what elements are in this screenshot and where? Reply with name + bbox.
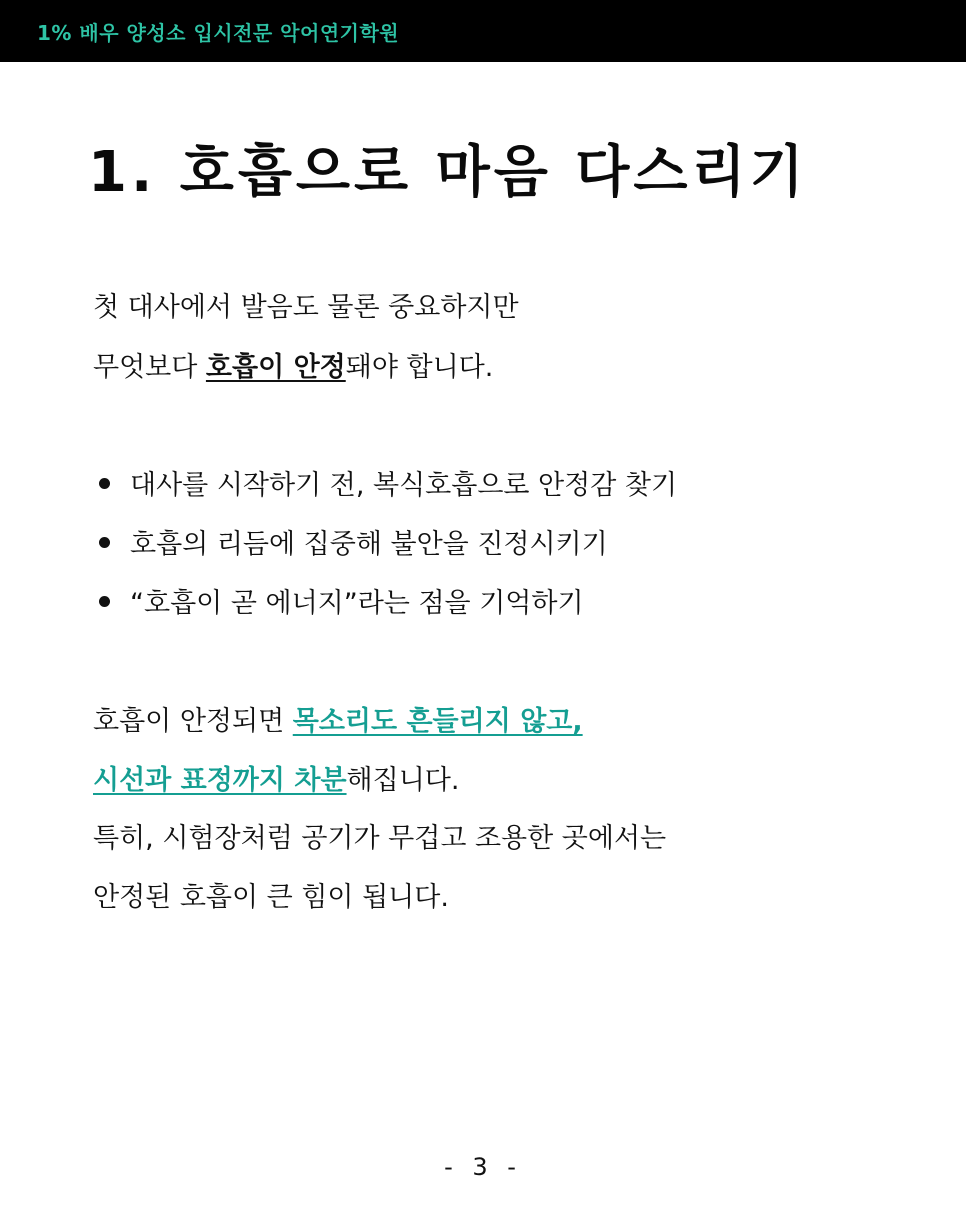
list-item — [93, 588, 584, 620]
list-item-text: 대사를 시작하기 전, 복식호흡으로 안정감 찾기 — [130, 470, 678, 501]
intro-text: 첫 대사에서 발음도 물론 중요하지만 — [93, 292, 519, 323]
outro-line-2 — [93, 765, 459, 797]
page-title: 1. 호흡으로 마음 다스리기 — [88, 140, 808, 205]
bullet-dot-icon — [99, 596, 110, 607]
outro-text-before: 호흡이 안정되면 — [93, 706, 293, 737]
outro-text-after: 해집니다. — [346, 765, 460, 796]
emphasis-breathing-stable: 호흡이 안정 — [205, 352, 346, 383]
highlight-voice-steady: 목소리도 흔들리지 않고, — [292, 706, 583, 737]
page-number: - 3 - — [444, 1153, 522, 1181]
intro-text-before: 무엇보다 — [93, 352, 206, 383]
list-item — [93, 529, 608, 561]
header-bar — [0, 0, 966, 62]
outro-text: 특히, 시험장처럼 공기가 무겁고 조용한 곳에서는 — [93, 823, 667, 854]
bullet-dot-icon — [99, 537, 110, 548]
list-item-text: “호흡이 곧 에너지”라는 점을 기억하기 — [130, 588, 584, 619]
academy-title: 1% 배우 양성소 입시전문 악어연기학원 — [37, 21, 400, 45]
bullet-dot-icon — [99, 478, 110, 489]
list-item — [93, 470, 677, 502]
intro-line-1 — [93, 292, 519, 324]
intro-line-2 — [93, 352, 493, 384]
list-item-text: 호흡의 리듬에 집중해 불안을 진정시키기 — [130, 529, 608, 560]
outro-line-3 — [93, 823, 666, 855]
outro-line-4 — [93, 882, 449, 914]
highlight-gaze-calm: 시선과 표정까지 차분 — [93, 765, 347, 796]
intro-text-after: 돼야 합니다. — [345, 352, 494, 383]
outro-text: 안정된 호흡이 큰 힘이 됩니다. — [93, 882, 449, 913]
outro-line-1 — [93, 706, 583, 738]
